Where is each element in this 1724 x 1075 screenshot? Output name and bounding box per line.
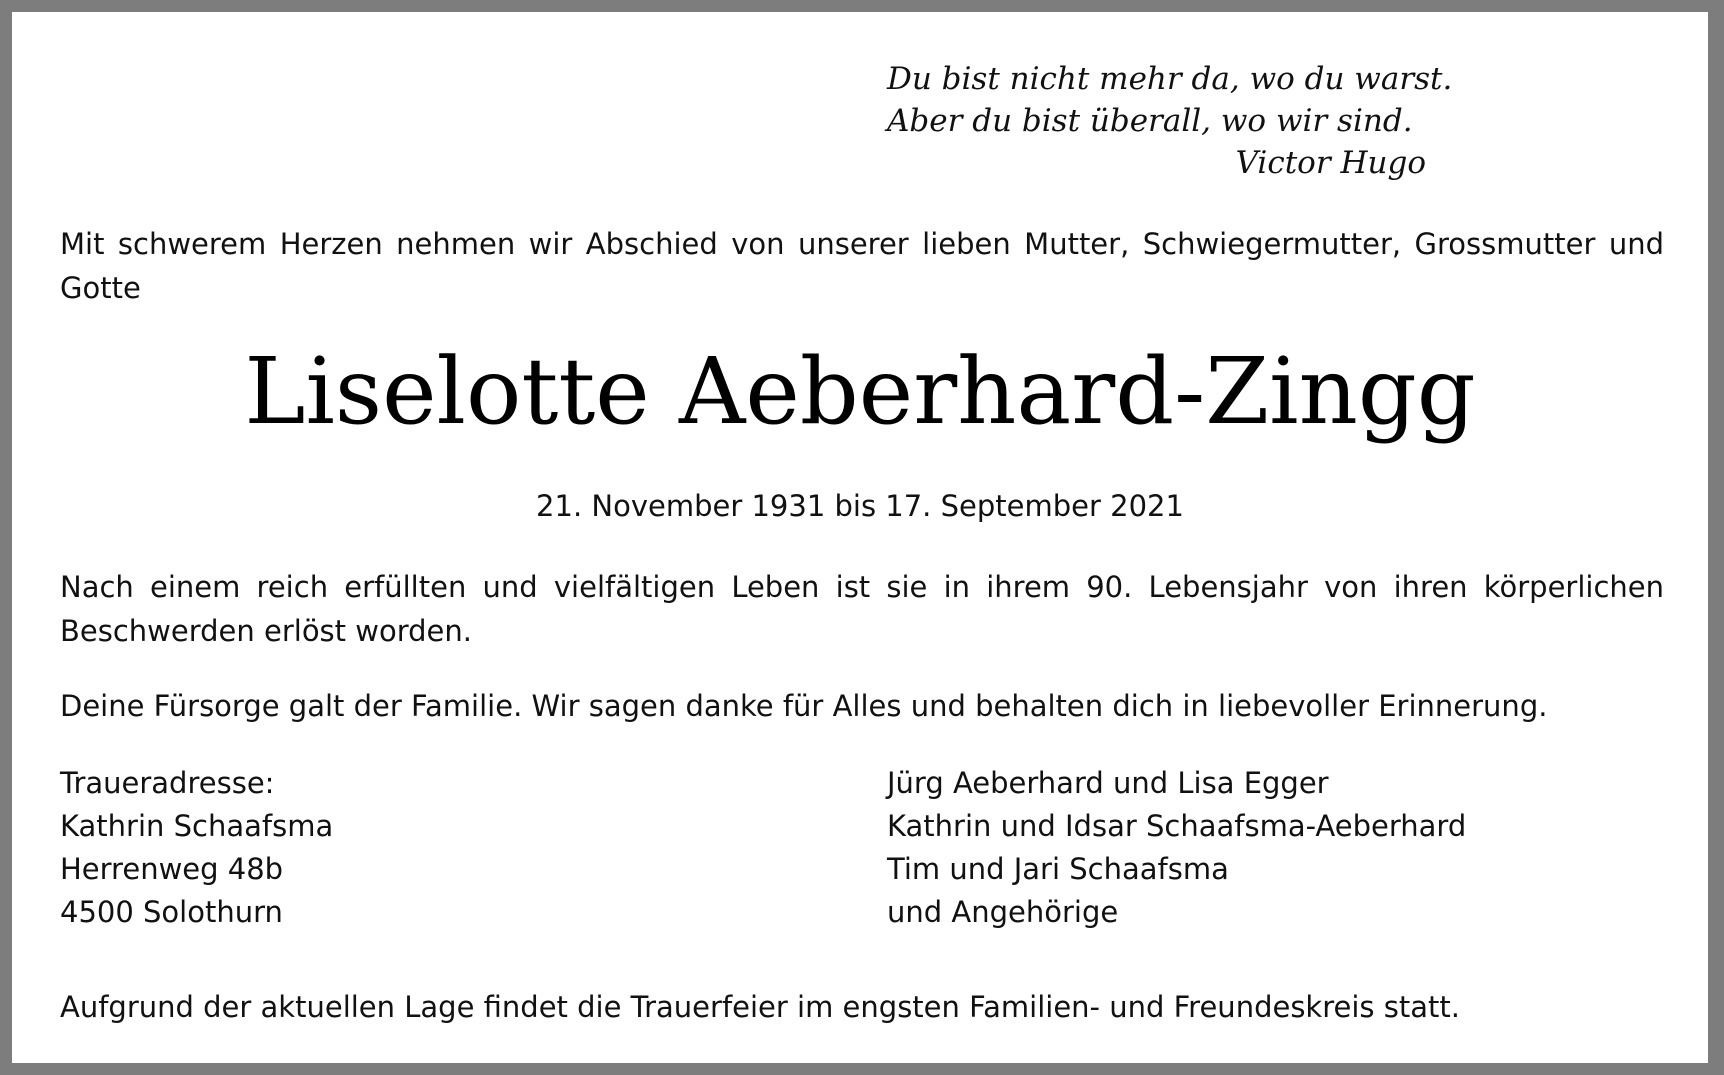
- quote-author: Victor Hugo: [1235, 145, 1426, 181]
- quote-line-1: Du bist nicht mehr da, wo du warst.: [887, 61, 1453, 97]
- obituary-notice: [12, 12, 1708, 1063]
- mourner-line: Jürg Aeberhard und Lisa Egger: [887, 766, 1329, 800]
- address-line: 4500 Solothurn: [60, 895, 283, 929]
- mourner-line: und Angehörige: [887, 895, 1119, 929]
- address-label: Traueradresse:: [60, 766, 275, 800]
- address-line: Herrenweg 48b: [60, 852, 284, 886]
- mourner-line: Kathrin und Idsar Schaafsma-Aeberhard: [887, 809, 1467, 843]
- mourners-list: [887, 762, 1587, 934]
- life-dates: 21. November 1931 bis 17. September 2021: [536, 489, 1184, 523]
- closing-note: Aufgrund der aktuellen Lage findet die Trauerfeier im engsten Familien- und Freundeskreis statt.: [60, 990, 1460, 1024]
- deceased-name: Liselotte Aeberhard-Zingg: [244, 338, 1476, 445]
- quote-block: [887, 58, 1453, 184]
- mourner-line: Tim und Jari Schaafsma: [887, 852, 1229, 886]
- address-line: Kathrin Schaafsma: [60, 809, 334, 843]
- quote-line-2: Aber du bist überall, wo wir sind.: [887, 103, 1413, 139]
- body-paragraph-1: Nach einem reich erfüllten und vielfältigen Leben ist sie in ihrem 90. Lebensjahr von ihren körperlichen Beschwerden erlöst worden.: [60, 570, 1664, 648]
- intro-text: Mit schwerem Herzen nehmen wir Abschied von unserer lieben Mutter, Schwiegermutter, Grossmutter und Gotte: [60, 227, 1664, 305]
- mourning-address: [60, 762, 760, 934]
- body-paragraph-2: Deine Fürsorge galt der Familie. Wir sagen danke für Alles und behalten dich in liebevoller Erinnerung.: [60, 689, 1548, 723]
